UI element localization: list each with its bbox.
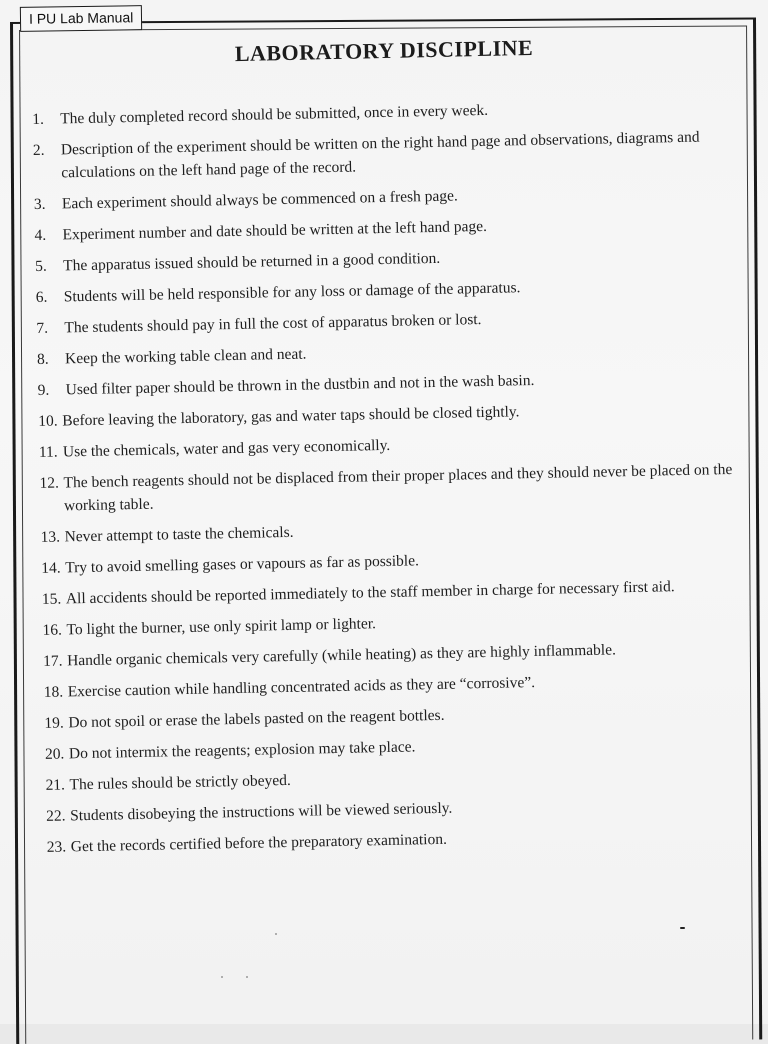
rule-number: 17. — [42, 652, 63, 670]
rule-text: Description of the experiment should be written on the right hand page and observations, diagrams and calculations on the left hand page of the record. — [60, 128, 700, 182]
rule-number: 9. — [37, 381, 50, 399]
rule-text: Students will be held responsible for any loss or damage of the apparatus. — [63, 279, 521, 306]
rule-number: 15. — [41, 590, 62, 608]
rule-text: Before leaving the laboratory, gas and water taps should be closed tightly. — [62, 403, 520, 430]
rule-number: 5. — [35, 257, 47, 275]
rule-number: 16. — [42, 621, 63, 639]
rule-text: Try to avoid smelling gases or vapours as far as possible. — [65, 552, 420, 577]
rule-text: The duly completed record should be submitted, once in every week. — [60, 101, 489, 128]
list-item — [43, 636, 743, 673]
list-item — [34, 179, 734, 216]
list-item — [39, 427, 739, 464]
rule-text: Keep the working table clean and neat. — [64, 345, 307, 368]
rule-number: 14. — [41, 559, 61, 577]
rule-text: Handle organic chemicals very carefully (while heating) as they are highly inflammable. — [66, 641, 617, 670]
rule-text: Use the chemicals, water and gas very economically. — [62, 436, 391, 461]
list-item — [44, 698, 744, 735]
list-item — [36, 272, 736, 309]
rule-text: To light the burner, use only spirit lamp or lighter. — [66, 615, 377, 639]
list-item — [45, 760, 745, 797]
rule-number: 8. — [36, 350, 49, 368]
list-item — [33, 125, 734, 185]
rule-text: Do not intermix the reagents; explosion may take place. — [68, 738, 416, 763]
rule-number: 6. — [35, 288, 48, 306]
rule-text: Used filter paper should be thrown in the dustbin and not in the wash basin. — [65, 371, 535, 399]
rule-number: 4. — [34, 226, 47, 244]
rule-text: The rules should be strictly obeyed. — [69, 771, 291, 794]
rule-text: Do not spoil or erase the labels pasted on the reagent bottles. — [68, 706, 445, 732]
page-title: LABORATORY DISCIPLINE — [234, 34, 534, 67]
list-item — [42, 574, 742, 611]
rule-number: 1. — [32, 110, 45, 128]
rule-text: Experiment number and date should be written at the left hand page. — [62, 217, 488, 244]
list-item — [47, 822, 747, 859]
rule-number: 12. — [39, 474, 60, 492]
list-item — [36, 303, 736, 340]
list-item — [35, 241, 735, 278]
rule-number: 21. — [45, 776, 66, 794]
rule-number: 2. — [32, 141, 45, 159]
ink-speck — [680, 927, 685, 929]
list-item — [44, 667, 744, 704]
list-item — [46, 791, 746, 828]
rule-text: The students should pay in full the cost of apparatus broken or lost. — [64, 311, 482, 337]
rule-text: The apparatus issued should be returned in a good condition. — [63, 249, 441, 275]
list-item — [40, 512, 740, 549]
rule-number: 11. — [38, 443, 58, 461]
rule-text: Students disobeying the instructions will be viewed seriously. — [70, 799, 453, 825]
rules-list — [32, 94, 747, 867]
rule-number: 7. — [36, 319, 49, 337]
rule-number: 18. — [43, 683, 64, 701]
rule-number: 22. — [46, 807, 66, 825]
rule-number: 23. — [46, 838, 67, 856]
paper-dot — [246, 976, 248, 978]
rule-number: 10. — [38, 412, 58, 430]
rule-number: 13. — [40, 528, 61, 546]
rule-text: Exercise caution while handling concentrated acids as they are “corrosive”. — [67, 674, 536, 701]
paper-dot — [221, 976, 223, 978]
rule-text: Never attempt to taste the chemicals. — [64, 523, 294, 546]
list-item — [38, 396, 738, 433]
manual-tag-label: I PU Lab Manual — [20, 5, 143, 32]
rule-number: 3. — [33, 195, 46, 213]
paper-dot — [275, 933, 277, 935]
list-item — [45, 729, 745, 766]
list-item — [39, 458, 740, 518]
rule-text: Each experiment should always be commenced on a fresh page. — [61, 187, 458, 213]
rule-text: All accidents should be reported immediately to the staff member in charge for necessary first aid. — [65, 578, 675, 608]
rule-number: 20. — [44, 745, 65, 763]
list-item — [37, 365, 737, 402]
list-item — [42, 605, 742, 642]
list-item — [41, 543, 741, 580]
list-item — [37, 334, 737, 371]
rule-number: 19. — [44, 714, 64, 732]
rule-text: The bench reagents should not be displaced from their proper places and they should never be placed on the working table. — [63, 461, 733, 515]
list-item — [34, 210, 734, 247]
rule-text: Get the records certified before the preparatory examination. — [70, 830, 448, 856]
